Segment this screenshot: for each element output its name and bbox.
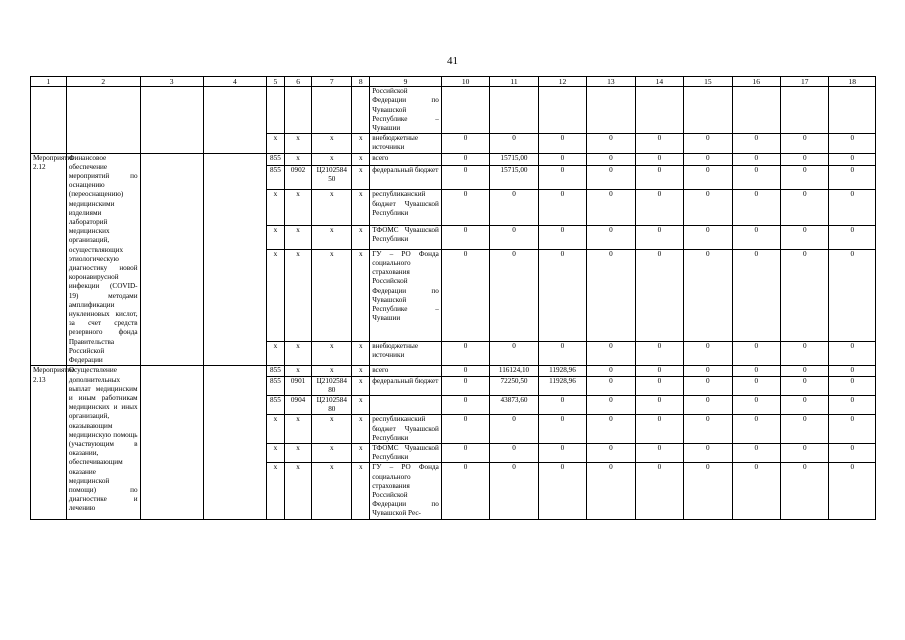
value-cell-col10: 0 [441,443,489,462]
value-cell-col17 [781,87,829,134]
value-cell-col16: 0 [732,443,780,462]
value-cell-col11: 0 [490,443,538,462]
value-cell-col18: 0 [829,134,876,153]
funding-source-cell: федеральный бюджет [370,376,442,395]
cell-col6: x [284,463,311,519]
value-cell-col12: 0 [538,153,586,166]
value-cell-col15: 0 [684,166,732,190]
value-cell-col18: 0 [829,415,876,444]
cell-col6: x [284,366,311,376]
value-cell-col14: 0 [635,190,683,225]
cell-col5 [266,87,284,134]
measure-number-cell: Мероприятие 2.12 [31,153,67,366]
value-cell-col12: 0 [538,249,586,341]
cell-col6: x [284,153,311,166]
value-cell-col14 [635,87,683,134]
cell-col8: x [352,463,370,519]
cell-col5: x [266,415,284,444]
cell-col7: x [312,463,352,519]
value-cell-col12: 0 [538,443,586,462]
cell-col6: x [284,134,311,153]
cell-col8: x [352,249,370,341]
column-header-18: 18 [829,77,876,87]
cell-col8: x [352,153,370,166]
carryover-col2-cell [66,87,140,153]
value-cell-col16: 0 [732,395,780,414]
funding-source-cell: всего [370,366,442,376]
value-cell-col16: 0 [732,366,780,376]
value-cell-col17: 0 [781,395,829,414]
column-header-17: 17 [781,77,829,87]
value-cell-col16: 0 [732,190,780,225]
funding-source-cell: федеральный бюджет [370,166,442,190]
value-cell-col17: 0 [781,153,829,166]
value-cell-col18 [829,87,876,134]
value-cell-col18: 0 [829,342,876,366]
value-cell-col10: 0 [441,342,489,366]
value-cell-col16: 0 [732,415,780,444]
value-cell-col15: 0 [684,376,732,395]
column-header-13: 13 [587,77,635,87]
column-header-2: 2 [66,77,140,87]
cell-col5: x [266,342,284,366]
column-header-4: 4 [203,77,266,87]
value-cell-col14: 0 [635,153,683,166]
value-cell-col15: 0 [684,249,732,341]
value-cell-col15: 0 [684,395,732,414]
value-cell-col10: 0 [441,134,489,153]
value-cell-col17: 0 [781,249,829,341]
cell-col7 [312,87,352,134]
cell-col8 [352,87,370,134]
cell-col6: x [284,190,311,225]
value-cell-col16: 0 [732,225,780,249]
cell-col8: x [352,395,370,414]
funding-source-cell: ТФОМС Чувашской Республики [370,225,442,249]
value-cell-col18: 0 [829,366,876,376]
cell-col7: x [312,153,352,166]
value-cell-col13: 0 [587,366,635,376]
value-cell-col11: 72250,50 [490,376,538,395]
value-cell-col17: 0 [781,225,829,249]
value-cell-col13: 0 [587,395,635,414]
cell-col5: 855 [266,153,284,166]
cell-col6: x [284,342,311,366]
column-number-row [31,77,876,87]
value-cell-col17: 0 [781,134,829,153]
value-cell-col11: 0 [490,415,538,444]
cell-col8: x [352,190,370,225]
cell-col8: x [352,443,370,462]
value-cell-col11: 116124,10 [490,366,538,376]
value-cell-col12: 0 [538,395,586,414]
value-cell-col13 [587,87,635,134]
measure-title-cell: Осуществление дополнительных выплат медицинским и иным работникам медицинских и иных организаций, оказывающим медицинскую помощь (участвующим в оказании, обеспечивающим оказание медицинской помощи) по диагностике и лечению [66,366,140,519]
value-cell-col16: 0 [732,376,780,395]
value-cell-col18: 0 [829,166,876,190]
funding-source-cell: всего [370,153,442,166]
value-cell-col16: 0 [732,463,780,519]
funding-source-cell: ТФОМС Чувашской Республики [370,443,442,462]
column-header-8: 8 [352,77,370,87]
value-cell-col14: 0 [635,166,683,190]
value-cell-col11: 0 [490,190,538,225]
value-cell-col12: 0 [538,225,586,249]
value-cell-col18: 0 [829,443,876,462]
funding-source-cell: внебюджетные источники [370,342,442,366]
column-header-1: 1 [31,77,67,87]
value-cell-col14: 0 [635,249,683,341]
value-cell-col18: 0 [829,395,876,414]
cell-col7: x [312,190,352,225]
value-cell-col15: 0 [684,342,732,366]
value-cell-col13: 0 [587,342,635,366]
carryover-col4-cell [203,87,266,153]
funding-source-cell: республиканский бюджет Чувашской Республики [370,190,442,225]
value-cell-col15 [684,87,732,134]
value-cell-col16 [732,87,780,134]
value-cell-col12: 0 [538,342,586,366]
value-cell-col12: 0 [538,166,586,190]
value-cell-col17: 0 [781,463,829,519]
cell-col7: x [312,443,352,462]
value-cell-col11: 15715,00 [490,166,538,190]
value-cell-col18: 0 [829,249,876,341]
cell-col7: Ц2102584 80 [312,376,352,395]
value-cell-col11: 0 [490,134,538,153]
cell-col7: Ц2102584 50 [312,166,352,190]
column-header-3: 3 [140,77,203,87]
measure-col3-cell [140,366,203,519]
value-cell-col11: 0 [490,342,538,366]
value-cell-col17: 0 [781,376,829,395]
measure-number-cell: Мероприятие 2.13 [31,366,67,519]
value-cell-col14: 0 [635,376,683,395]
value-cell-col10: 0 [441,376,489,395]
column-header-5: 5 [266,77,284,87]
value-cell-col14: 0 [635,134,683,153]
value-cell-col10: 0 [441,166,489,190]
funding-source-cell: Российской Федерации по Чувашской Республике – Чувашии [370,87,442,134]
value-cell-col15: 0 [684,463,732,519]
value-cell-col17: 0 [781,415,829,444]
cell-col7: x [312,366,352,376]
value-cell-col18: 0 [829,463,876,519]
value-cell-col18: 0 [829,376,876,395]
value-cell-col11: 43873,60 [490,395,538,414]
cell-col8: x [352,342,370,366]
cell-col6: x [284,249,311,341]
cell-col7: x [312,342,352,366]
cell-col5: x [266,443,284,462]
measure-col3-cell [140,153,203,366]
cell-col5: x [266,249,284,341]
value-cell-col12 [538,87,586,134]
value-cell-col12: 0 [538,190,586,225]
value-cell-col15: 0 [684,153,732,166]
column-header-9: 9 [370,77,442,87]
value-cell-col14: 0 [635,342,683,366]
column-header-10: 10 [441,77,489,87]
value-cell-col10: 0 [441,153,489,166]
value-cell-col13: 0 [587,376,635,395]
cell-col8: x [352,366,370,376]
value-cell-col12: 11928,96 [538,366,586,376]
value-cell-col17: 0 [781,166,829,190]
cell-col5: x [266,190,284,225]
value-cell-col15: 0 [684,443,732,462]
cell-col6: 0901 [284,376,311,395]
cell-col8: x [352,134,370,153]
cell-col7: x [312,415,352,444]
table-row [31,87,876,134]
value-cell-col16: 0 [732,153,780,166]
measure-col4-cell [203,153,266,366]
cell-col7: x [312,134,352,153]
value-cell-col10: 0 [441,366,489,376]
cell-col5: x [266,225,284,249]
cell-col6: x [284,225,311,249]
value-cell-col16: 0 [732,166,780,190]
cell-col7: x [312,225,352,249]
value-cell-col13: 0 [587,166,635,190]
value-cell-col11 [490,87,538,134]
cell-col5: 855 [266,366,284,376]
value-cell-col13: 0 [587,225,635,249]
cell-col8: x [352,225,370,249]
cell-col5: x [266,134,284,153]
value-cell-col14: 0 [635,415,683,444]
value-cell-col10 [441,87,489,134]
cell-col6: x [284,443,311,462]
cell-col8: x [352,166,370,190]
value-cell-col15: 0 [684,366,732,376]
value-cell-col13: 0 [587,463,635,519]
value-cell-col14: 0 [635,366,683,376]
cell-col5: 855 [266,395,284,414]
cell-col5: 855 [266,376,284,395]
funding-source-cell [370,395,442,414]
column-header-7: 7 [312,77,352,87]
value-cell-col13: 0 [587,249,635,341]
cell-col6: x [284,415,311,444]
carryover-col1-cell [31,87,67,153]
column-header-12: 12 [538,77,586,87]
cell-col8: x [352,415,370,444]
cell-col6: 0904 [284,395,311,414]
value-cell-col11: 0 [490,225,538,249]
value-cell-col13: 0 [587,415,635,444]
funding-source-cell: внебюджетные источники [370,134,442,153]
column-header-15: 15 [684,77,732,87]
cell-col8: x [352,376,370,395]
funding-source-cell: ГУ – РО Фонда социального страхования Российской Федерации по Чувашской Республике – Чувашии [370,249,442,341]
value-cell-col12: 11928,96 [538,376,586,395]
value-cell-col13: 0 [587,153,635,166]
value-cell-col10: 0 [441,190,489,225]
value-cell-col10: 0 [441,225,489,249]
value-cell-col15: 0 [684,134,732,153]
value-cell-col16: 0 [732,134,780,153]
carryover-col3-cell [140,87,203,153]
value-cell-col12: 0 [538,463,586,519]
cell-col7: Ц2102584 80 [312,395,352,414]
value-cell-col14: 0 [635,395,683,414]
cell-col5: x [266,463,284,519]
value-cell-col17: 0 [781,342,829,366]
value-cell-col10: 0 [441,395,489,414]
value-cell-col12: 0 [538,134,586,153]
budget-table [30,76,876,520]
table-row [31,366,876,376]
column-header-16: 16 [732,77,780,87]
value-cell-col10: 0 [441,463,489,519]
funding-source-cell: республиканский бюджет Чувашской Республики [370,415,442,444]
column-header-11: 11 [490,77,538,87]
value-cell-col14: 0 [635,463,683,519]
value-cell-col14: 0 [635,225,683,249]
value-cell-col17: 0 [781,366,829,376]
value-cell-col11: 0 [490,249,538,341]
value-cell-col16: 0 [732,249,780,341]
table-body [31,77,876,520]
value-cell-col13: 0 [587,134,635,153]
value-cell-col18: 0 [829,190,876,225]
value-cell-col15: 0 [684,415,732,444]
cell-col6: 0902 [284,166,311,190]
value-cell-col15: 0 [684,190,732,225]
value-cell-col11: 15715,00 [490,153,538,166]
value-cell-col18: 0 [829,225,876,249]
value-cell-col13: 0 [587,190,635,225]
cell-col7: x [312,249,352,341]
value-cell-col15: 0 [684,225,732,249]
table-row [31,153,876,166]
value-cell-col10: 0 [441,415,489,444]
measure-title-cell: Финансовое обеспечение мероприятий по оснащению (переоснащению) медицинскими изделиями лабораторий медицинских организаций, осуществляющих этиологическую диагностику новой коронавирусной инфекции (COVID-19) методами амплификации нуклеиновых кислот, за счет средств резервного фонда Правительства Российской Федерации [66,153,140,366]
cell-col5: 855 [266,166,284,190]
measure-col4-cell [203,366,266,519]
value-cell-col13: 0 [587,443,635,462]
value-cell-col16: 0 [732,342,780,366]
funding-source-cell: ГУ – РО Фонда социального страхования Российской Федерации по Чувашской Рес- [370,463,442,519]
cell-col6 [284,87,311,134]
value-cell-col18: 0 [829,153,876,166]
value-cell-col12: 0 [538,415,586,444]
value-cell-col11: 0 [490,463,538,519]
column-header-6: 6 [284,77,311,87]
value-cell-col17: 0 [781,443,829,462]
value-cell-col14: 0 [635,443,683,462]
value-cell-col17: 0 [781,190,829,225]
value-cell-col10: 0 [441,249,489,341]
page-number: 41 [447,55,458,67]
column-header-14: 14 [635,77,683,87]
